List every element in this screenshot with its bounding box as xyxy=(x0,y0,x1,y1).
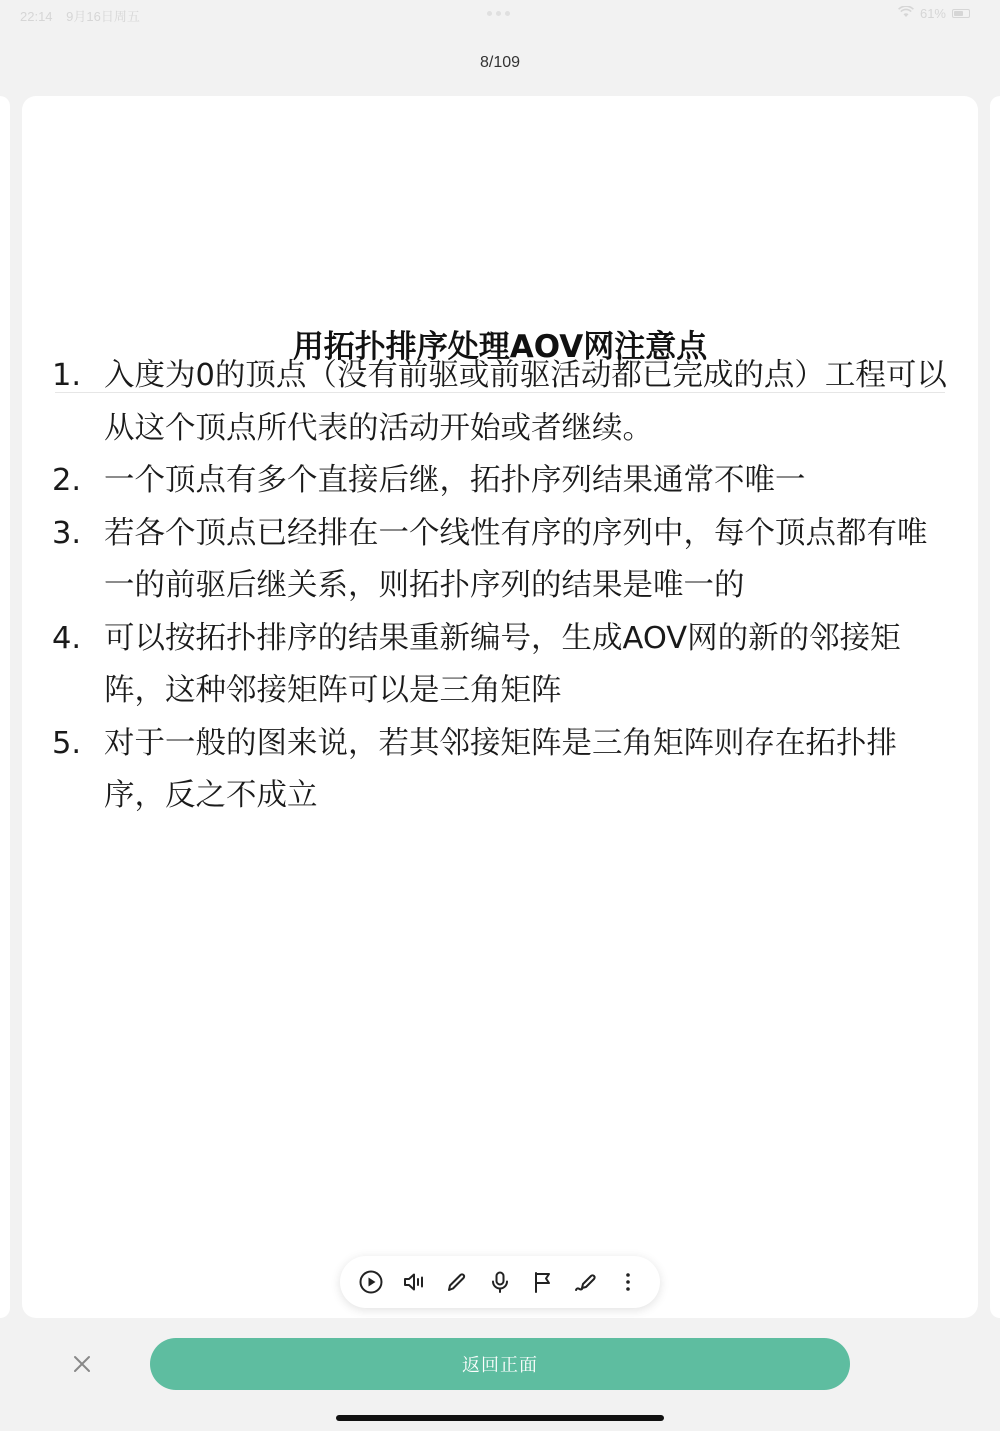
page-counter: 8/109 xyxy=(479,54,521,71)
list-item xyxy=(48,718,948,823)
card-toolbar xyxy=(340,1256,660,1308)
battery-icon xyxy=(952,9,970,18)
list-item-text: 可以按拓扑排序的结果重新编号，生成AOV网的新的邻接矩阵，这种邻接矩阵可以是三角矩阵 xyxy=(104,620,901,708)
flag-icon[interactable] xyxy=(526,1265,560,1299)
wifi-icon xyxy=(898,6,914,21)
list-item-text: 对于一般的图来说，若其邻接矩阵是三角矩阵则存在拓扑排序，反之不成立 xyxy=(104,725,897,813)
flashcard xyxy=(22,96,978,1318)
more-icon[interactable] xyxy=(611,1265,645,1299)
microphone-icon[interactable] xyxy=(483,1265,517,1299)
point-list xyxy=(48,350,948,823)
speaker-icon[interactable] xyxy=(397,1265,431,1299)
home-indicator[interactable] xyxy=(336,1415,664,1421)
list-item-text: 一个顶点有多个直接后继，拓扑序列结果通常不唯一 xyxy=(104,463,806,498)
play-icon[interactable] xyxy=(354,1265,388,1299)
status-date: 9月16日周五 xyxy=(66,9,140,24)
pencil-icon[interactable] xyxy=(440,1265,474,1299)
list-item-text: 若各个顶点已经排在一个线性有序的序列中，每个顶点都有唯一的前驱后继关系，则拓扑序列的结果是唯一的 xyxy=(104,515,928,603)
list-item-text: 入度为0的顶点（没有前驱或前驱活动都已完成的点）工程可以从这个顶点所代表的活动开始或者继续。 xyxy=(104,358,947,446)
battery-level xyxy=(954,11,963,16)
status-time: 22:14 xyxy=(20,9,53,24)
status-left xyxy=(20,6,150,25)
multitasking-dots-icon[interactable] xyxy=(487,11,513,16)
status-bar xyxy=(0,0,1000,28)
card-title: 用拓扑排序处理AOV网注意点 xyxy=(292,329,708,365)
list-item-number: 4. xyxy=(52,620,82,656)
list-item-number: 5. xyxy=(52,725,82,761)
list-item xyxy=(48,350,948,455)
list-item-number: 3. xyxy=(52,515,82,551)
list-item-number: 2. xyxy=(52,463,82,498)
list-item xyxy=(48,613,948,718)
next-card-peek[interactable] xyxy=(990,96,1000,1318)
close-icon[interactable] xyxy=(68,1350,96,1378)
status-right xyxy=(898,6,970,21)
previous-card-peek[interactable] xyxy=(0,96,10,1318)
list-item-number: 1. xyxy=(52,358,82,393)
signature-icon[interactable] xyxy=(569,1265,603,1299)
list-item xyxy=(48,508,948,613)
battery-percent: 61% xyxy=(919,6,946,21)
back-to-front-button[interactable]: 返回正面 xyxy=(150,1338,850,1390)
list-item xyxy=(48,455,948,508)
